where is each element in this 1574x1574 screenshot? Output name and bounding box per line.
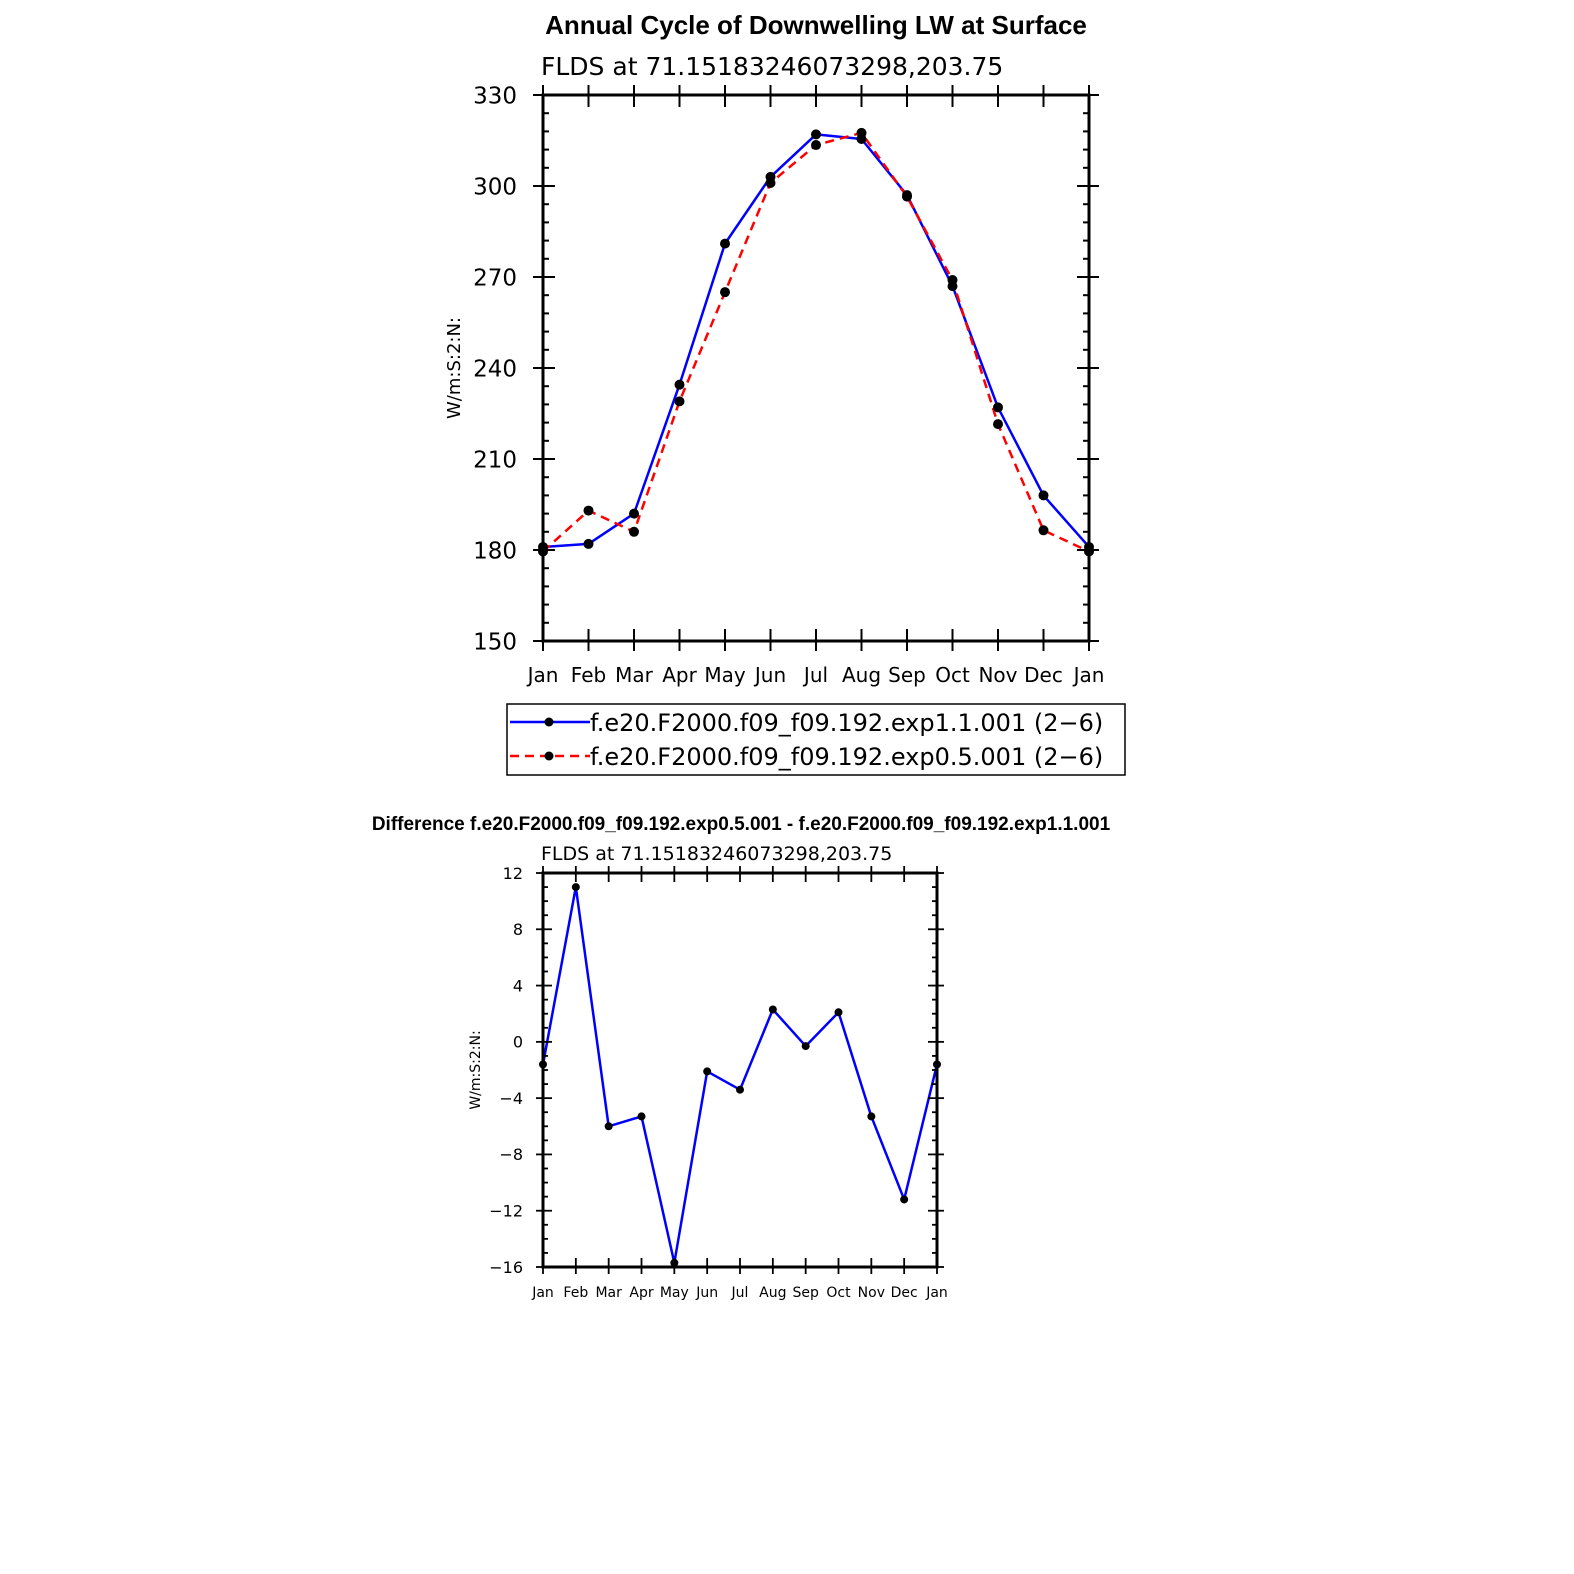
chart1-x-tick-label: Feb [570, 663, 607, 687]
chart2-series-1-point [638, 1112, 646, 1120]
chart1-series-1-point [720, 239, 730, 249]
chart1-series-2-point [629, 527, 639, 537]
chart1-x-tick-label: Mar [615, 663, 653, 687]
chart1-series-2-point [766, 178, 776, 188]
chart2-y-tick-label: 0 [512, 1032, 523, 1052]
chart2-series-1-point [572, 883, 580, 891]
chart2-y-axis-label: W/m:S:2:N: [468, 1030, 484, 1110]
chart2-x-tick-label: Dec [890, 1285, 918, 1301]
chart2-y-tick-label: 4 [512, 976, 523, 996]
chart1-y-tick-label: 300 [473, 174, 517, 201]
chart1-series-1-point [1039, 490, 1049, 500]
chart2-series-1-point [802, 1042, 810, 1050]
chart1-series-1-line [543, 134, 1089, 547]
chart2-x-tick-label: Oct [826, 1285, 851, 1301]
chart1-y-tick-label: 150 [473, 629, 517, 656]
chart2-series-1-point [867, 1112, 875, 1120]
chart2-series-1-point [769, 1005, 777, 1013]
chart1-series-2-point [902, 192, 912, 202]
chart2-y-tick-label: −16 [489, 1257, 523, 1277]
chart2-x-tick-label: Jan [532, 1285, 554, 1301]
chart2-x-tick-label: Sep [792, 1285, 819, 1301]
chart1-y-tick-label: 180 [473, 538, 517, 565]
chart1-series-1-point [629, 509, 639, 519]
chart1-series-2-point [811, 140, 821, 150]
chart2-x-tick-label: Jan [926, 1285, 948, 1301]
chart1-x-tick-label: Jun [754, 663, 787, 687]
chart1-y-axis-label: W/m:S:2:N: [444, 317, 465, 419]
legend-marker-series-2 [545, 752, 554, 761]
chart1-y-tick-label: 210 [473, 447, 517, 474]
chart1-series-2-point [857, 128, 867, 138]
chart2-subtitle: FLDS at 71.15183246073298,203.75 [541, 843, 893, 865]
chart1-x-tick-label: Jan [1073, 663, 1105, 687]
chart1-series-2-point [993, 419, 1003, 429]
chart2-y-tick-label: 12 [502, 863, 523, 883]
legend-label-series-1: f.e20.F2000.f09_f09.192.exp1.1.001 (2−6) [590, 709, 1104, 737]
difference-chart [372, 814, 1111, 1301]
legend-label-series-2: f.e20.F2000.f09_f09.192.exp0.5.001 (2−6) [590, 743, 1104, 771]
chart1-x-tick-label: Sep [888, 663, 926, 687]
annual-cycle-chart [444, 10, 1125, 775]
chart1-series-2-point [948, 275, 958, 285]
chart2-y-tick-label: −4 [499, 1088, 523, 1108]
chart2-title: Difference f.e20.F2000.f09_f09.192.exp0.5.001 - f.e20.F2000.f09_f09.192.exp1.1.001 [371, 814, 1111, 835]
chart2-series-1-point [835, 1008, 843, 1016]
chart1-x-tick-label: Dec [1024, 663, 1063, 687]
chart1-series-2-point [675, 396, 685, 406]
chart1-x-tick-label: Nov [978, 663, 1018, 687]
chart2-x-tick-label: Aug [759, 1285, 787, 1301]
chart2-series-1-point [900, 1195, 908, 1203]
chart2-series-1-point [736, 1086, 744, 1094]
chart1-series-1-point [584, 539, 594, 549]
chart2-x-tick-label: Jul [731, 1285, 749, 1301]
chart1-series-2-point [584, 506, 594, 516]
chart2-x-tick-label: Jun [696, 1285, 719, 1301]
chart2-y-tick-label: 8 [512, 920, 523, 940]
chart2-x-tick-label: May [659, 1285, 689, 1301]
chart1-series-1-point [811, 129, 821, 139]
chart1-y-tick-label: 240 [473, 356, 517, 383]
chart1-x-tick-label: Jan [527, 663, 559, 687]
chart1-series-2-line [543, 133, 1089, 552]
chart1-series-2-point [720, 287, 730, 297]
chart2-series-1-point [703, 1067, 711, 1075]
chart1-legend [507, 704, 1125, 775]
chart1-x-tick-label: Aug [841, 663, 882, 687]
chart1-x-tick-label: May [704, 663, 746, 687]
chart1-series-1-point [675, 380, 685, 390]
legend-marker-series-1 [545, 718, 554, 727]
chart1-series-2-point [1039, 525, 1049, 535]
chart1-x-tick-label: Apr [662, 663, 697, 687]
chart1-x-tick-label: Oct [935, 663, 970, 687]
chart1-subtitle: FLDS at 71.15183246073298,203.75 [541, 52, 1004, 81]
chart1-x-tick-label: Jul [803, 663, 829, 687]
chart1-y-tick-label: 270 [473, 265, 517, 292]
chart2-x-tick-label: Mar [595, 1285, 622, 1301]
chart2-x-tick-label: Apr [629, 1285, 654, 1301]
chart2-series-1-line [543, 887, 937, 1263]
chart1-series-1-point [993, 402, 1003, 412]
chart1-y-tick-label: 330 [473, 83, 517, 110]
chart2-series-1-point [605, 1122, 613, 1130]
chart2-x-tick-label: Nov [857, 1285, 885, 1301]
chart2-x-tick-label: Feb [563, 1285, 589, 1301]
chart2-y-tick-label: −8 [499, 1145, 523, 1165]
chart1-plot-frame [543, 95, 1089, 641]
chart2-y-tick-label: −12 [489, 1201, 523, 1221]
chart1-title: Annual Cycle of Downwelling LW at Surface [545, 10, 1087, 40]
